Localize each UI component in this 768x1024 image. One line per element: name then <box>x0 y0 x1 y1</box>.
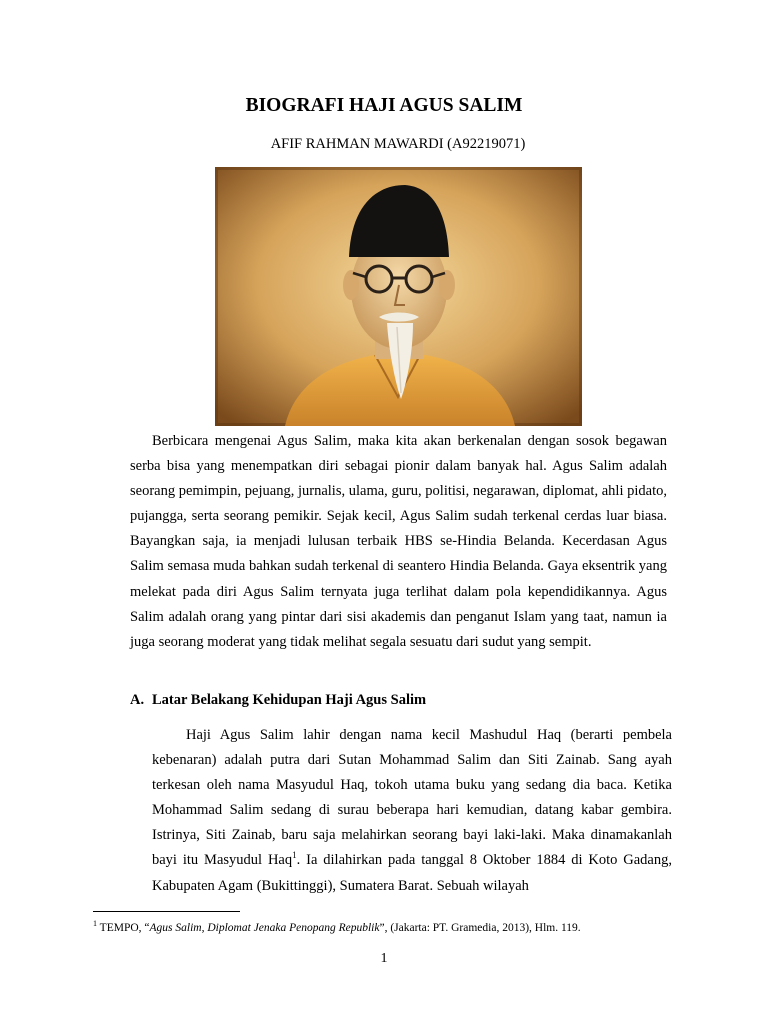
footnote-book-title: Agus Salim, Diplomat Jenaka Penopang Republik <box>149 922 380 934</box>
footnote-prefix: TEMPO, “ <box>97 922 150 934</box>
page-number: 1 <box>380 951 388 966</box>
intro-paragraph: Berbicara mengenai Agus Salim, maka kita akan berkenalan dengan sosok begawan serba bisa yang menempatkan diri sebagai pionir dalam banyak hal. Agus Salim adalah seorang pemimpin, pejuang, jurnalis, ulama, guru, politisi, negarawan, diplomat, ahli pidato, pujangga, serta seorang pemikir. Sejak kecil, Agus Salim sudah terkenal cerdas luar biasa. Bayangkan saja, ia menjadi lulusan terbaik HBS se-Hindia Belanda. Kecerdasan Agus Salim semasa muda bahkan sudah terkenal di seantero Hindia Belanda. Gaya eksentrik yang melekat pada diri Agus Salim ternyata juga terlihat dalam pola kependidikannya. Agus Salim adalah orang yang pintar dari sisi akademis dan penganut Islam yang taat, namun ia juga seorang moderat yang tidak melihat segala sesuatu dari sudut yang sempit. <box>130 433 667 650</box>
section-number: A. <box>130 692 145 708</box>
background-paragraph <box>152 723 672 899</box>
section-heading <box>130 689 426 711</box>
footnote-number: 1 <box>93 919 97 929</box>
footnote <box>93 919 581 937</box>
author-line: AFIF RAHMAN MAWARDI (A92219071) <box>270 136 526 152</box>
background-paragraph-text-2: . Ia dilahirkan pada tanggal 8 Oktober 1884 di Koto Gadang, Kabupaten Agam (Bukittinggi), Sumatera Barat. Sebuah wilayah <box>152 852 672 894</box>
portrait-image <box>215 167 582 426</box>
section-title: Latar Belakang Kehidupan Haji Agus Salim <box>152 692 427 708</box>
background-paragraph-text-1: Haji Agus Salim lahir dengan nama kecil Mashudul Haq (berarti pembela kebenaran) adalah putra dari Sutan Mohammad Salim dan Siti Zainab. Sang ayah terkesan oleh nama Masyudul Haq, tokoh utama buku yang sedang dia baca. Ketika Mohammad Salim sedang di surau beberapa hari kemudian, datang kabar gembira. Istrinya, Siti Zainab, baru saja melahirkan seorang bayi laki-laki. Maka dinamakanlah bayi itu Masyudul Haq <box>152 727 672 869</box>
footnote-reference[interactable]: 1 <box>292 850 297 861</box>
footnote-divider <box>93 911 240 912</box>
document-title: BIOGRAFI HAJI AGUS SALIM <box>245 95 523 116</box>
footnote-suffix: ”, (Jakarta: PT. Gramedia, 2013), Hlm. 119. <box>379 922 581 934</box>
